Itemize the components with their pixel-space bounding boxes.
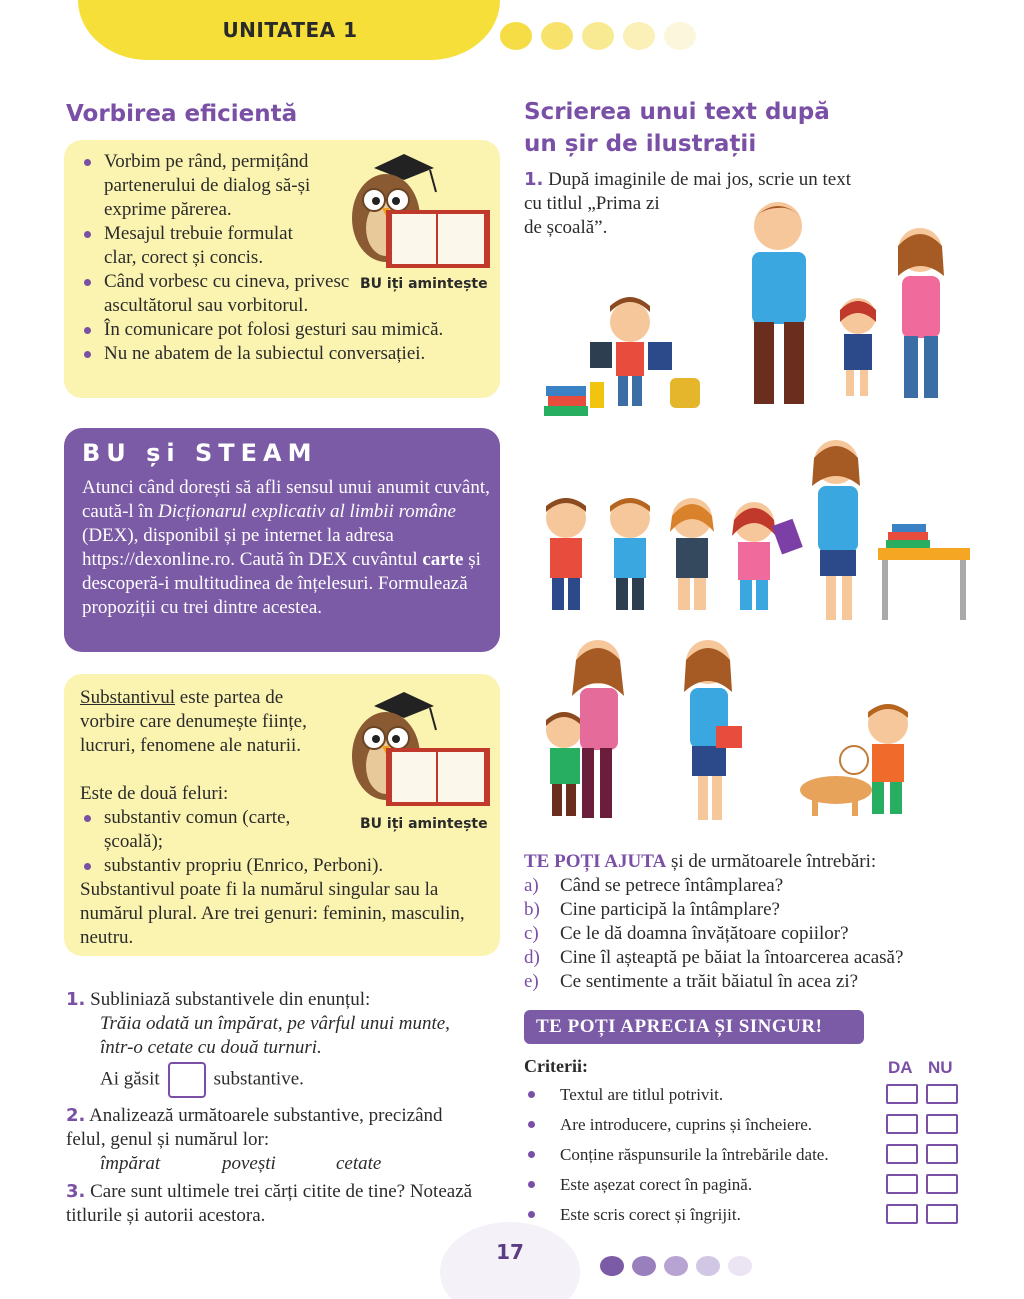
unit-title: UNITATEA 1 (222, 18, 358, 42)
section-heading-scrierea: Scrierea unui text după un șir de ilustrații (524, 99, 830, 157)
exercise-3: 3. Care sunt ultimele trei cărți citite de tine? Notează titlurile și autorii acestora. (66, 1181, 473, 1226)
hint-heading: TE POȚI AJUTA și de următoarele întrebări: (524, 851, 877, 872)
owl-book-icon (334, 688, 494, 808)
exercise-1: 1. Subliniază substantivele din enunțul: (66, 989, 371, 1010)
writing-task: 1. După imaginile de mai jos, scrie un text cu titlul „Prima zi de școală”. (524, 169, 851, 238)
exercise-2: 2. Analizează următoarele substantive, precizând felul, genul și numărul lor: (66, 1105, 443, 1150)
header-dot (582, 22, 614, 50)
header-dot (664, 22, 696, 50)
criteria-label: Criterii: (524, 1056, 588, 1076)
illustration-classroom-icon (536, 436, 972, 628)
criteria-row: Este așezat corect în pagină. (524, 1172, 964, 1198)
steam-text: Atunci când dorești să afli sensul unui anumit cuvânt, caută-l în Dicționarul explicativ al limbii române (DEX), disponibil și pe internet la adresa https://dexonline.ro. Caută în DEX cuvântul carte și descoperă-i multitudinea de înțelesuri. Formulează propoziții cu trei dintre acestea. (82, 477, 490, 618)
steam-title: BU și STEAM (82, 439, 318, 467)
exercise-2-words: împărat povești cetate (100, 1153, 382, 1174)
criteria-row: Textul are titlul potrivit. (524, 1082, 964, 1108)
footer-dot (664, 1256, 688, 1276)
list-item: substantiv propriu (Enrico, Perboni). (78, 854, 488, 878)
page-number-badge (440, 1222, 580, 1299)
col-yes-label: DA (888, 1058, 913, 1077)
list-item: c) Ce le dă doamna învățătoare copiilor? (524, 923, 849, 944)
checkbox-yes[interactable] (886, 1204, 918, 1224)
bullet-icon (528, 1181, 535, 1188)
bu-caption: BU iți amintește (360, 276, 488, 292)
substantivul-def: Substantivul este partea de vorbire care denumește ființe, lucruri, fenomene ale naturii. (80, 687, 307, 756)
checkbox-no[interactable] (926, 1114, 958, 1134)
bullet-icon (528, 1091, 535, 1098)
checkbox-yes[interactable] (886, 1144, 918, 1164)
footer-dot (696, 1256, 720, 1276)
steam-box (64, 428, 500, 652)
owl-book-icon (334, 150, 494, 270)
page-number: 17 (496, 1240, 524, 1264)
bullet-icon (528, 1121, 535, 1128)
checkbox-yes[interactable] (886, 1084, 918, 1104)
exercise-1-sentence: Trăia odată un împărat, pe vârful unui munte, într-o cetate cu două turnuri. (100, 1013, 450, 1058)
checkbox-no[interactable] (926, 1204, 958, 1224)
bullet-icon (528, 1211, 535, 1218)
list-item: e) Ce sentimente a trăit băiatul în acea zi? (524, 971, 859, 992)
self-eval-banner: TE POȚI APRECIA ȘI SINGUR! (524, 1010, 864, 1044)
checkbox-no[interactable] (926, 1144, 958, 1164)
checkbox-yes[interactable] (886, 1174, 918, 1194)
header-dot (623, 22, 655, 50)
list-item: a) Când se petrece întâmplarea? (524, 875, 784, 896)
substantivul-box (64, 674, 500, 956)
bullet-icon (528, 1151, 535, 1158)
header-dot (541, 22, 573, 50)
list-item: Nu ne abatem de la subiectul conversației. (78, 342, 498, 366)
list-item: b) Cine participă la întâmplare? (524, 899, 780, 920)
criteria-row: Are introducere, cuprins și încheiere. (524, 1112, 964, 1138)
header-dot (500, 22, 532, 50)
criteria-row: Conține răspunsurile la întrebările date. (524, 1142, 964, 1168)
illustration-homecoming-icon (536, 640, 956, 830)
checkbox-no[interactable] (926, 1084, 958, 1104)
bu-caption: BU iți amintește (360, 816, 488, 832)
list-item: Când vorbesc cu cineva, privesc ascultătorul sau vorbitorul. (78, 270, 408, 318)
list-item: Vorbim pe rând, permițând partenerului de dialog să-și exprime părerea. (78, 150, 318, 222)
list-item: d) Cine îl așteaptă pe băiat la întoarcerea acasă? (524, 947, 904, 968)
list-item: substantiv comun (carte, școală); (78, 806, 348, 854)
exercise-1-answer: Ai găsit substantive. (100, 1062, 304, 1098)
vorbirea-box (64, 140, 500, 398)
footer-dot (600, 1256, 624, 1276)
footer-dot (632, 1256, 656, 1276)
question-list (524, 874, 964, 994)
section-heading-vorbirea: Vorbirea eficientă (66, 101, 298, 127)
col-no-label: NU (928, 1058, 953, 1077)
substantivul-kinds-intro: Este de două feluri: (80, 783, 229, 804)
footer-dot (728, 1256, 752, 1276)
list-item: În comunicare pot folosi gesturi sau mimică. (78, 318, 498, 342)
criteria-row: Este scris corect și îngrijit. (524, 1202, 964, 1228)
answer-box[interactable] (168, 1062, 206, 1098)
checkbox-no[interactable] (926, 1174, 958, 1194)
list-item: Mesajul trebuie formulat clar, corect și concis. (78, 222, 318, 270)
checkbox-yes[interactable] (886, 1114, 918, 1134)
illustration-family-icon (540, 196, 970, 426)
substantivul-closing: Substantivul poate fi la numărul singular sau la numărul plural. Are trei genuri: feminin, masculin, neutru. (80, 879, 465, 948)
